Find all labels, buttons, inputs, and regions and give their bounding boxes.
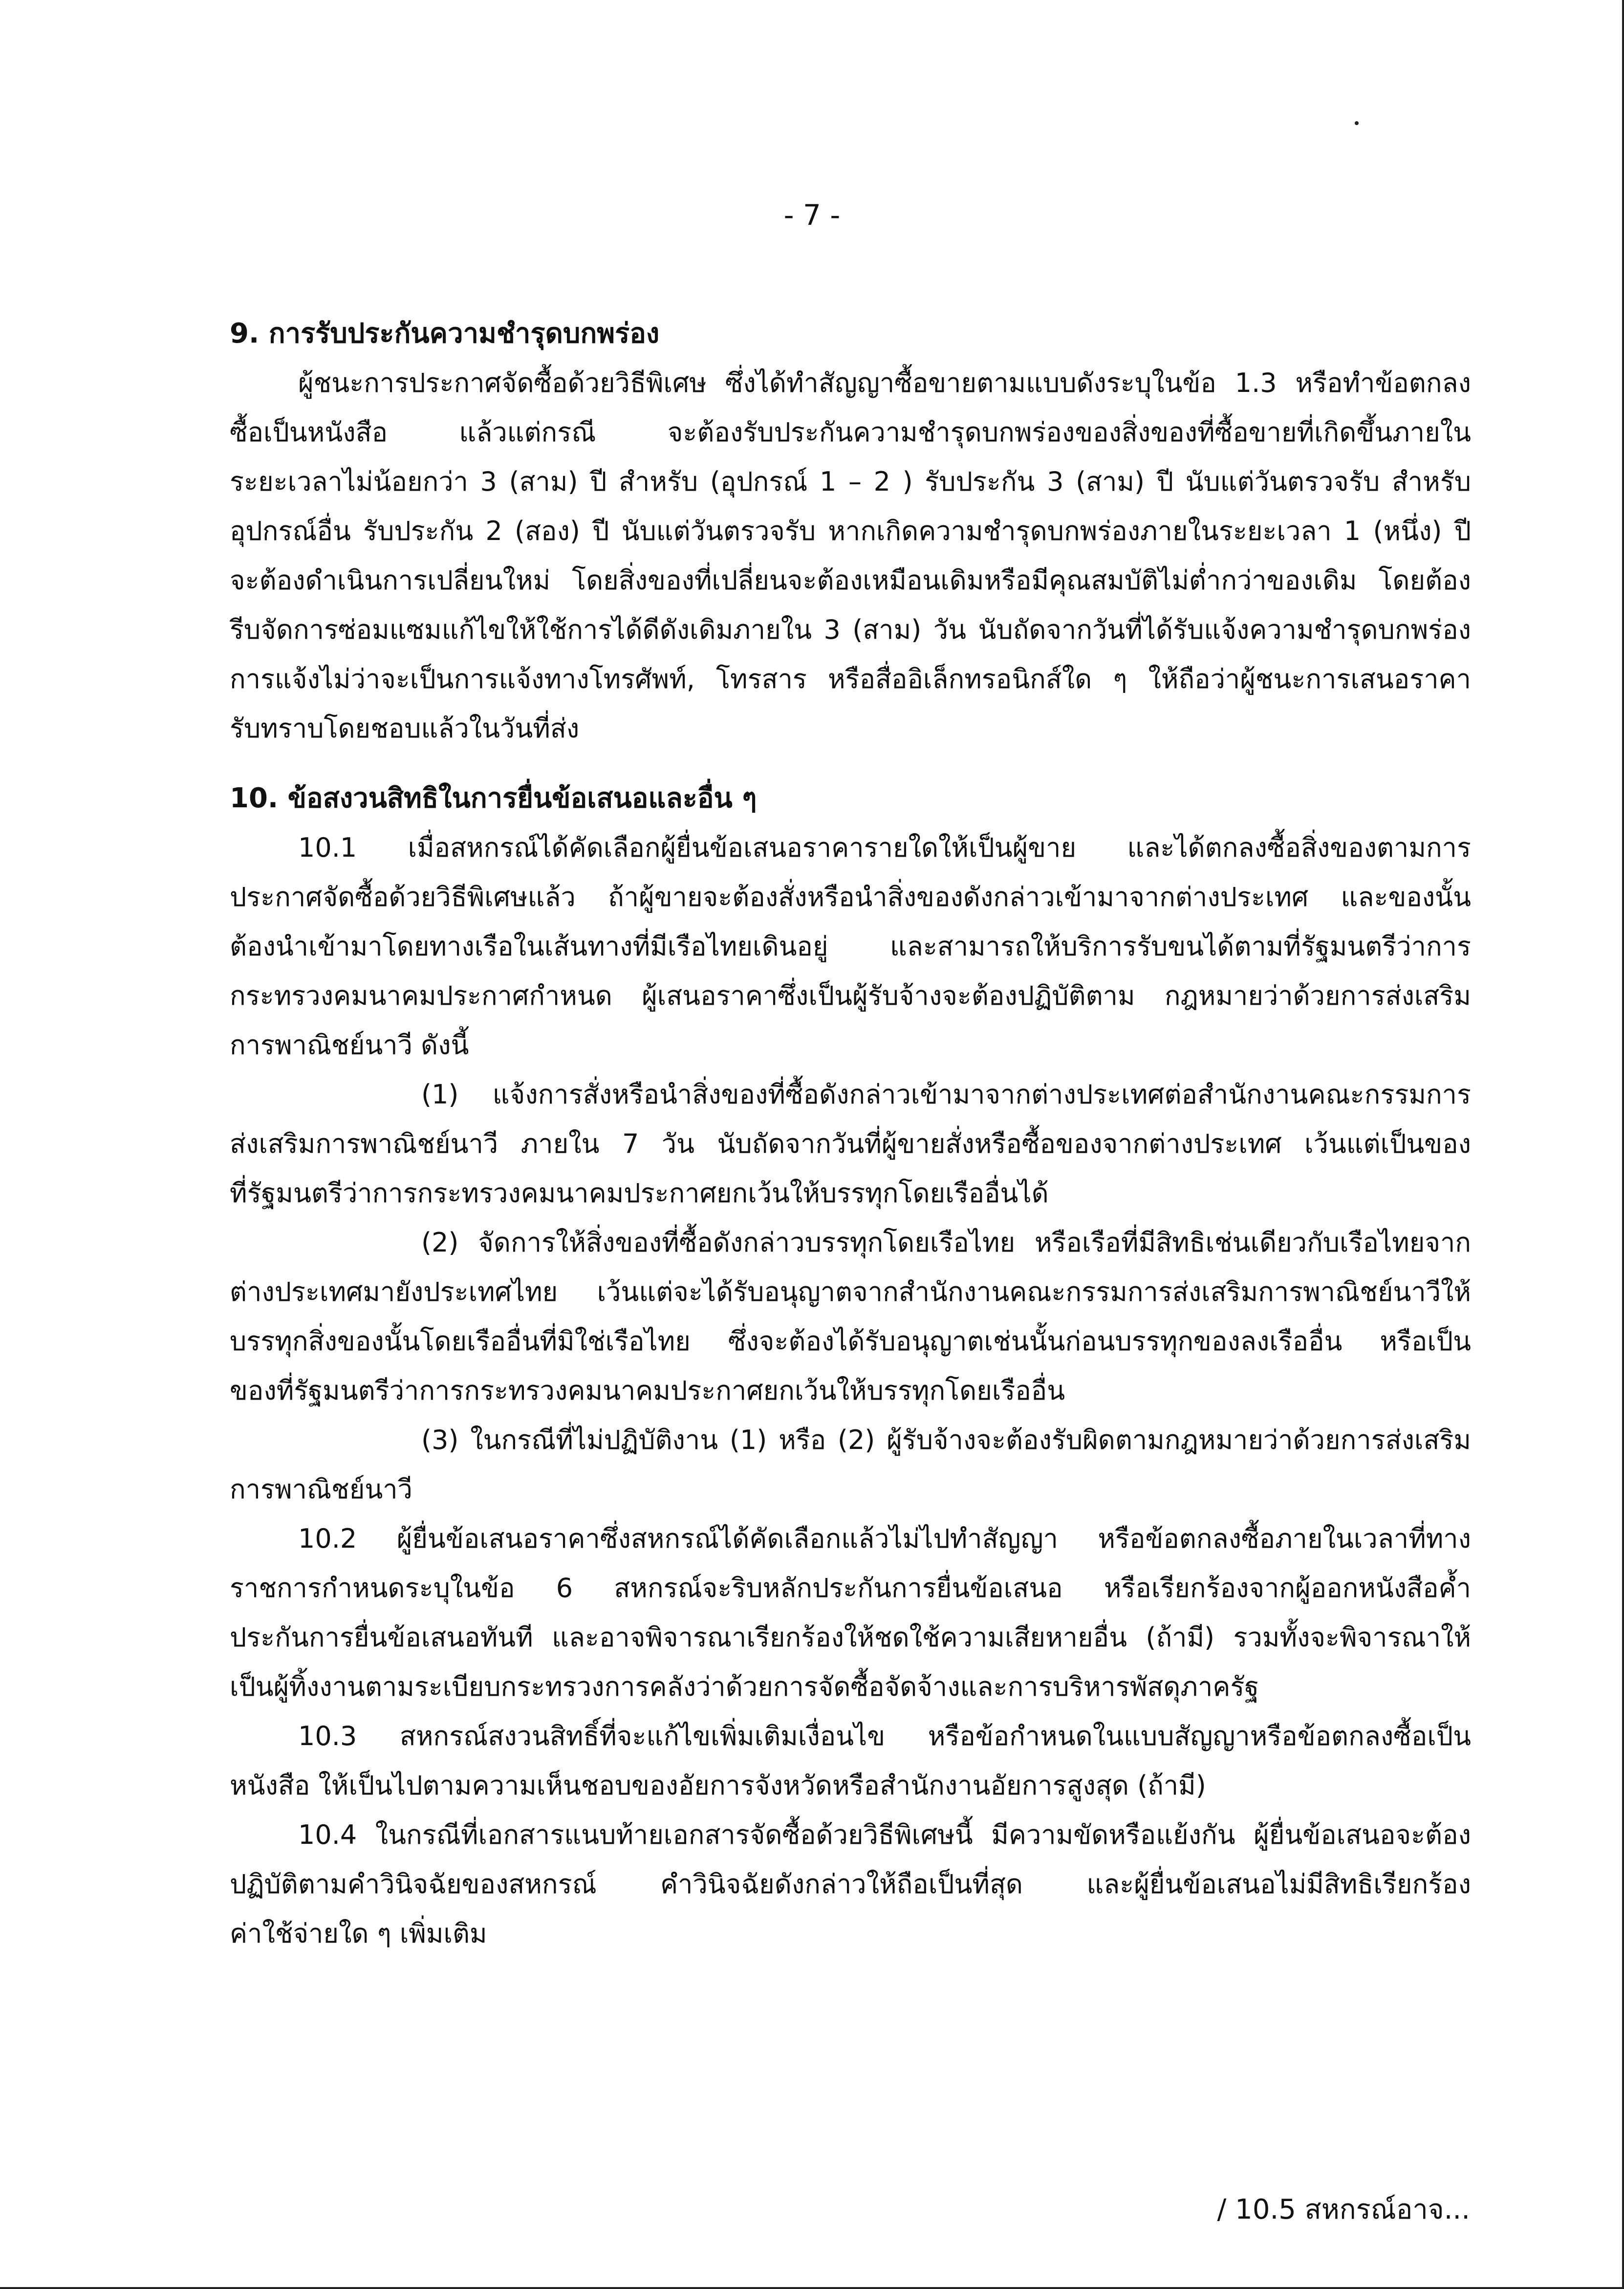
clause-10-4-line: ค่าใช้จ่ายใด ๆ เพิ่มเติม (230, 1918, 487, 1949)
item-3-line: การพาณิชย์นาวี (230, 1474, 412, 1505)
clause-10-4-line: 10.4 ในกรณีที่เอกสารแนบท้ายเอกสารจัดซื้อด้วยวิธีพิเศษนี้ มีความขัดหรือแย้งกัน ผู้ยื่นข้อเสนอจะต้อง (298, 1819, 1471, 1850)
item-1-line: ที่รัฐมนตรีว่าการกระทรวงคมนาคมประกาศยกเว้นให้บรรทุกโดยเรืออื่นได้ (230, 1178, 1049, 1209)
clause-10-3-line: 10.3 สหกรณ์สงวนสิทธิ์ที่จะแก้ไขเพิ่มเติมเงื่อนไข หรือข้อกำหนดในแบบสัญญาหรือข้อตกลงซื้อเป็น (298, 1721, 1471, 1751)
item-1-line: ส่งเสริมการพาณิชย์นาวี ภายใน 7 วัน นับถัดจากวันที่ผู้ขายสั่งหรือซื้อของจากต่างประเทศ เว้นแต่เป็นของ (230, 1128, 1471, 1159)
document-body (230, 309, 1471, 1958)
page-frame-right (1622, 0, 1624, 2289)
clause-10-1-line: ต้องนำเข้ามาโดยทางเรือในเส้นทางที่มีเรือไทยเดินอยู่ และสามารถให้บริการรับขนได้ตามที่รัฐมนตรีว่าการ (230, 931, 1471, 962)
clause-10-2-line: ราชการกำหนดระบุในข้อ 6 สหกรณ์จะริบหลักประกันการยื่นข้อเสนอ หรือเรียกร้องจากผู้ออกหนังสือค้ำ (230, 1573, 1471, 1603)
item-3-line: (3) ในกรณีที่ไม่ปฏิบัติงาน (1) หรือ (2) ผู้รับจ้างจะต้องรับผิดตามกฎหมายว่าด้วยการส่งเสริม (421, 1425, 1471, 1455)
clause-10-3-line: หนังสือ ให้เป็นไปตามความเห็นชอบของอัยการจังหวัดหรือสำนักงานอัยการสูงสุด (ถ้ามี) (230, 1770, 1206, 1801)
clause-10-1-line: กระทรวงคมนาคมประกาศกำหนด ผู้เสนอราคาซึ่งเป็นผู้รับจ้างจะต้องปฏิบัติตาม กฎหมายว่าด้วยการส่งเสริม (230, 980, 1471, 1011)
item-2-line: ของที่รัฐมนตรีว่าการกระทรวงคมนาคมประกาศยกเว้นให้บรรทุกโดยเรืออื่น (230, 1375, 1065, 1406)
clause-10-2-line: ประกันการยื่นข้อเสนอทันที และอาจพิจารณาเรียกร้องให้ชดใช้ความเสียหายอื่น (ถ้ามี) รวมทั้งจะพิจารณาให้ (230, 1622, 1471, 1653)
item-2-line: (2) จัดการให้สิ่งของที่ซื้อดังกล่าวบรรทุกโดยเรือไทย หรือเรือที่มีสิทธิเช่นเดียวกับเรือไทยจาก (421, 1227, 1471, 1258)
item-2-line: บรรทุกสิ่งของนั้นโดยเรืออื่นที่มิใช่เรือไทย ซึ่งจะต้องได้รับอนุญาตเช่นนั้นก่อนบรรทุกของลงเรืออื่น หรือเป็น (230, 1326, 1471, 1357)
section-9-line: รีบจัดการซ่อมแซมแก้ไขให้ใช้การได้ดีดังเดิมภายใน 3 (สาม) วัน นับถัดจากวันที่ได้รับแจ้งความชำรุดบกพร่อง (230, 614, 1471, 645)
clause-10-1-line: การพาณิชย์นาวี ดังนี้ (230, 1030, 469, 1060)
clause-10-1-line: 10.1 เมื่อสหกรณ์ได้คัดเลือกผู้ยื่นข้อเสนอราคารายใดให้เป็นผู้ขาย และได้ตกลงซื้อสิ่งของตามการ (298, 832, 1471, 863)
section-9-line: รับทราบโดยชอบแล้วในวันที่ส่ง (230, 713, 580, 744)
continuation-note: / 10.5 สหกรณ์อาจ... (1217, 2194, 1470, 2225)
section-9-line: การแจ้งไม่ว่าจะเป็นการแจ้งทางโทรศัพท์, โทรสาร หรือสื่ออิเล็กทรอนิกส์ใด ๆ ให้ถือว่าผู้ชนะการเสนอราคา (230, 664, 1471, 694)
section-9-line: ซื้อเป็นหนังสือ แล้วแต่กรณี จะต้องรับประกันความชำรุดบกพร่องของสิ่งของที่ซื้อขายที่เกิดขึ้นภายใน (230, 417, 1471, 448)
clause-10-1-line: ประกาศจัดซื้อด้วยวิธีพิเศษแล้ว ถ้าผู้ขายจะต้องสั่งหรือนำสิ่งของดังกล่าวเข้ามาจากต่างประเทศ และของนั้น (230, 882, 1471, 912)
page-frame-bottom (0, 2287, 1624, 2289)
section-9-line: ระยะเวลาไม่น้อยกว่า 3 (สาม) ปี สำหรับ (อุปกรณ์ 1 – 2 ) รับประกัน 3 (สาม) ปี นับแต่วันตรวจรับ สำหรับ (230, 466, 1471, 497)
section-9-heading: 9. การรับประกันความชำรุดบกพร่อง (230, 318, 660, 349)
item-1-line: (1) แจ้งการสั่งหรือนำสิ่งของที่ซื้อดังกล่าวเข้ามาจากต่างประเทศต่อสำนักงานคณะกรรมการ (421, 1079, 1471, 1110)
scan-speck (1355, 121, 1359, 125)
section-9-line: จะต้องดำเนินการเปลี่ยนใหม่ โดยสิ่งของที่เปลี่ยนจะต้องเหมือนเดิมหรือมีคุณสมบัติไม่ต่ำกว่าของเดิม โดยต้อง (230, 565, 1471, 596)
clause-10-2-line: เป็นผู้ทิ้งงานตามระเบียบกระทรวงการคลังว่าด้วยการจัดซื้อจัดจ้างและการบริหารพัสดุภาครัฐ (230, 1671, 1259, 1702)
section-10-heading: 10. ข้อสงวนสิทธิในการยื่นข้อเสนอและอื่น ๆ (230, 782, 757, 814)
section-9-line: อุปกรณ์อื่น รับประกัน 2 (สอง) ปี นับแต่วันตรวจรับ หากเกิดความชำรุดบกพร่องภายในระยะเวลา 1 (หนึ่ง) ปี (230, 516, 1471, 546)
item-2-line: ต่างประเทศมายังประเทศไทย เว้นแต่จะได้รับอนุญาตจากสำนักงานคณะกรรมการส่งเสริมการพาณิชย์นาวีให้ (230, 1276, 1471, 1307)
section-9-line: ผู้ชนะการประกาศจัดซื้อด้วยวิธีพิเศษ ซึ่งได้ทำสัญญาซื้อขายตามแบบดังระบุในข้อ 1.3 หรือทำข้อตกลง (298, 367, 1471, 398)
clause-10-4-line: ปฏิบัติตามคำวินิจฉัยของสหกรณ์ คำวินิจฉัยดังกล่าวให้ถือเป็นที่สุด และผู้ยื่นข้อเสนอไม่มีสิทธิเรียกร้อง (230, 1869, 1471, 1900)
page-number: - 7 - (783, 198, 841, 232)
clause-10-2-line: 10.2 ผู้ยื่นข้อเสนอราคาซึ่งสหกรณ์ได้คัดเลือกแล้วไม่ไปทำสัญญา หรือข้อตกลงซื้อภายในเวลาที่ทาง (298, 1523, 1471, 1554)
